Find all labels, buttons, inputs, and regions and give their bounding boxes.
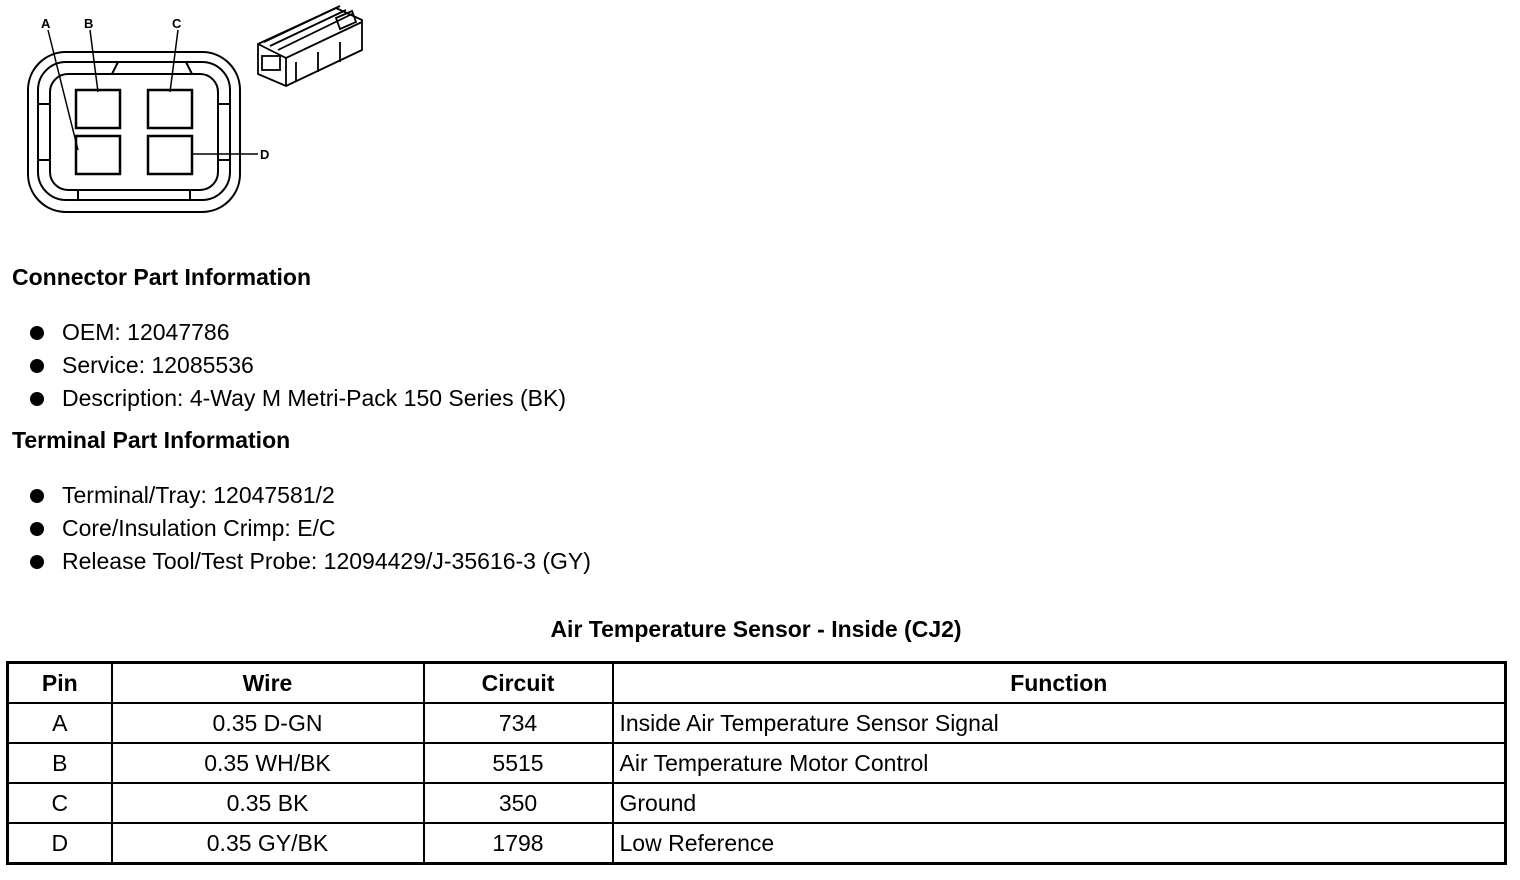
list-item: Terminal/Tray: 12047581/2 xyxy=(28,479,591,512)
cell-function: Low Reference xyxy=(613,823,1506,864)
list-item: Description: 4-Way M Metri-Pack 150 Series (BK) xyxy=(28,382,566,415)
cell-circuit: 350 xyxy=(424,783,613,823)
cavity-a xyxy=(76,136,120,174)
cell-wire: 0.35 D-GN xyxy=(112,703,424,743)
bullet-icon xyxy=(30,392,44,406)
cell-wire: 0.35 BK xyxy=(112,783,424,823)
list-item: Core/Insulation Crimp: E/C xyxy=(28,512,591,545)
cell-circuit: 5515 xyxy=(424,743,613,783)
pin-label-d: D xyxy=(260,147,270,162)
cavity-d xyxy=(148,136,192,174)
header-function: Function xyxy=(613,663,1506,704)
cell-function: Air Temperature Motor Control xyxy=(613,743,1506,783)
cell-pin: A xyxy=(8,703,112,743)
table-row xyxy=(8,743,1506,783)
table-row xyxy=(8,703,1506,743)
cell-circuit: 1798 xyxy=(424,823,613,864)
bullet-icon xyxy=(30,326,44,340)
table-title: Air Temperature Sensor - Inside (CJ2) xyxy=(550,616,962,642)
table-header-row xyxy=(8,663,1506,704)
list-item: OEM: 12047786 xyxy=(28,316,566,349)
bullet-icon xyxy=(30,489,44,503)
header-circuit: Circuit xyxy=(424,663,613,704)
terminal-part-heading: Terminal Part Information xyxy=(12,427,291,453)
header-pin: Pin xyxy=(8,663,112,704)
connector-part-heading: Connector Part Information xyxy=(12,264,312,290)
cell-pin: B xyxy=(8,743,112,783)
cell-circuit: 734 xyxy=(424,703,613,743)
cavity-c xyxy=(148,90,192,128)
bullet-icon xyxy=(30,522,44,536)
list-item: Service: 12085536 xyxy=(28,349,566,382)
cell-pin: D xyxy=(8,823,112,864)
pin-label-c: C xyxy=(172,16,182,31)
cavity-b xyxy=(76,90,120,128)
pinout-table xyxy=(6,661,1507,865)
cell-function: Inside Air Temperature Sensor Signal xyxy=(613,703,1506,743)
bullet-icon xyxy=(30,359,44,373)
bullet-icon xyxy=(30,555,44,569)
connector-sketch-icon xyxy=(258,6,362,86)
cell-wire: 0.35 WH/BK xyxy=(112,743,424,783)
table-row xyxy=(8,823,1506,864)
terminal-part-list xyxy=(28,479,591,578)
list-item: Release Tool/Test Probe: 12094429/J-35616-3 (GY) xyxy=(28,545,591,578)
table-row xyxy=(8,783,1506,823)
connector-diagram xyxy=(0,0,400,230)
cell-wire: 0.35 GY/BK xyxy=(112,823,424,864)
pin-label-b: B xyxy=(84,16,94,31)
cell-function: Ground xyxy=(613,783,1506,823)
header-wire: Wire xyxy=(112,663,424,704)
pin-label-a: A xyxy=(41,16,51,31)
connector-part-list xyxy=(28,316,566,415)
cell-pin: C xyxy=(8,783,112,823)
